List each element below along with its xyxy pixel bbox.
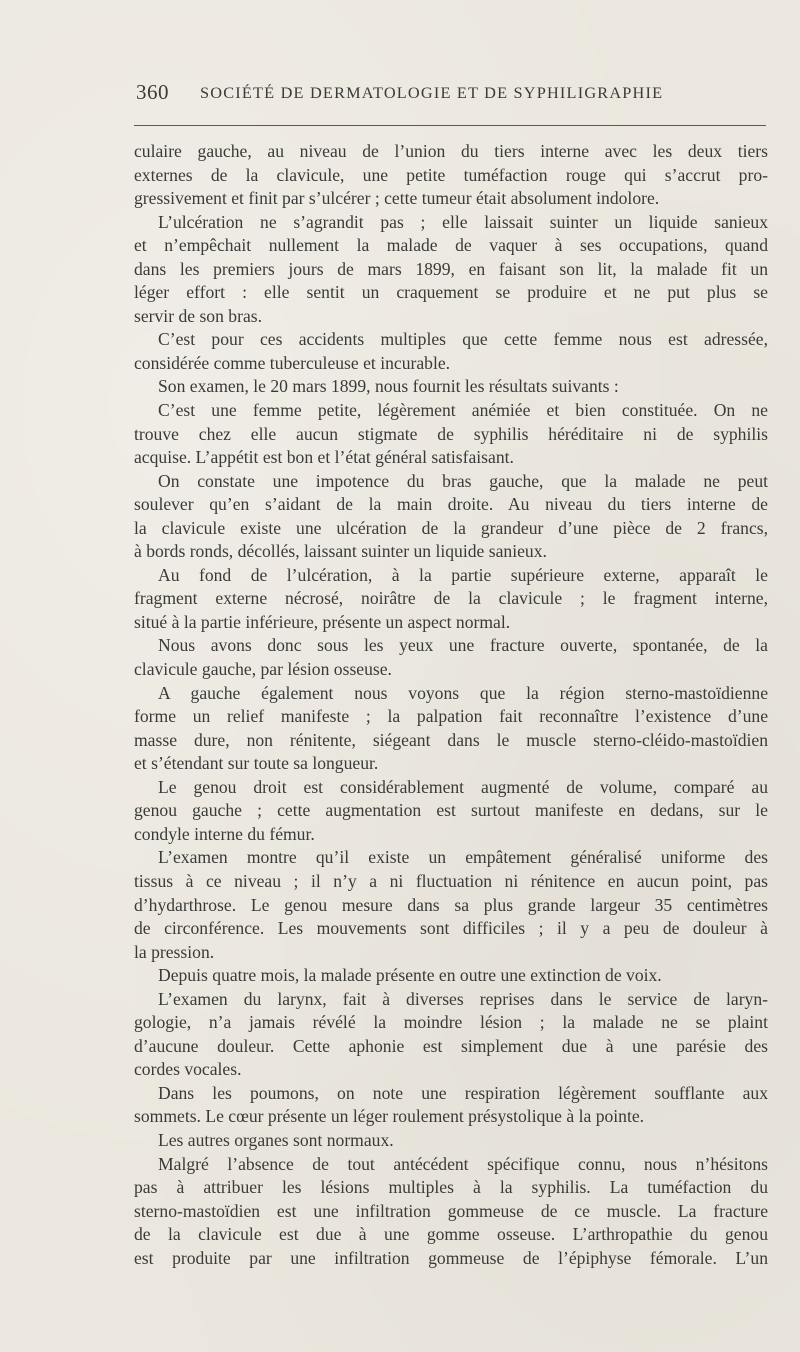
- body-text: [134, 140, 768, 1270]
- running-head: SOCIÉTÉ DE DERMATOLOGIE ET DE SYPHILIGRAPHIE: [200, 83, 664, 102]
- text-line: Son examen, le 20 mars 1899, nous fournit les résultats suivants :: [158, 376, 619, 397]
- text-line: sommets. Le cœur présente un léger roulement présystolique à la pointe.: [134, 1106, 645, 1127]
- text-line: considérée comme tuberculeuse et incurable.: [134, 352, 451, 373]
- text-line: culaire gauche, au niveau de l’union du tiers interne avec les deux tiers: [134, 141, 768, 161]
- text-line: à bords ronds, décollés, laissant suinter un liquide sanieux.: [134, 541, 547, 562]
- text-line: pas à attribuer les lésions multiples à la syphilis. La tuméfaction du: [134, 1177, 768, 1198]
- text-line: Les autres organes sont normaux.: [158, 1129, 394, 1150]
- text-line: On constate une impotence du bras gauche, que la malade ne peut: [158, 470, 768, 491]
- text-line: est produite par une infiltration gommeuse de l’épiphyse fémorale. L’un: [134, 1247, 768, 1268]
- text-line: genou gauche ; cette augmentation est surtout manifeste en dedans, sur le: [134, 800, 768, 821]
- text-line: Nous avons donc sous les yeux une fracture ouverte, spontanée, de la: [158, 635, 768, 656]
- text-line: la pression.: [134, 941, 215, 962]
- text-line: sterno-mastoïdien est une infiltration gommeuse de ce muscle. La fracture: [134, 1200, 768, 1221]
- text-line: d’hydarthrose. Le genou mesure dans sa plus grande largeur 35 centimètres: [134, 894, 768, 915]
- text-line: externes de la clavicule, une petite tuméfaction rouge qui s’accrut pro-: [134, 164, 768, 185]
- text-line: forme un relief manifeste ; la palpation fait reconnaître l’existence d’une: [134, 706, 768, 727]
- text-line: cordes vocales.: [134, 1059, 242, 1080]
- text-line: situé à la partie inférieure, présente un aspect normal.: [134, 611, 511, 632]
- text-line: clavicule gauche, par lésion osseuse.: [134, 659, 392, 680]
- text-line: d’aucune douleur. Cette aphonie est simplement due à une parésie des: [134, 1035, 768, 1056]
- text-line: la clavicule existe une ulcération de la grandeur d’une pièce de 2 francs,: [134, 517, 768, 538]
- text-line: L’ulcération ne s’agrandit pas ; elle laissait suinter un liquide sanieux: [158, 211, 768, 232]
- text-line: acquise. L’appétit est bon et l’état général satisfaisant.: [134, 447, 514, 468]
- text-line: L’examen du larynx, fait à diverses reprises dans le service de laryn-: [158, 988, 768, 1009]
- text-line: de la clavicule est due à une gomme osseuse. L’arthropathie du genou: [134, 1224, 768, 1245]
- text-line: Malgré l’absence de tout antécédent spécifique connu, nous n’hésitons: [158, 1153, 768, 1174]
- text-line: de circonférence. Les mouvements sont difficiles ; il y a peu de douleur à: [134, 918, 768, 939]
- text-line: masse dure, non rénitente, siégeant dans le muscle sterno-cléido-mastoïdien: [134, 729, 768, 750]
- text-line: gressivement et finit par s’ulcérer ; cette tumeur était absolument indolore.: [134, 188, 660, 209]
- text-line: Au fond de l’ulcération, à la partie supérieure externe, apparaît le: [158, 564, 768, 585]
- text-line: C’est une femme petite, légèrement anémiée et bien constituée. On ne: [158, 400, 768, 421]
- text-line: et s’étendant sur toute sa longueur.: [134, 753, 379, 774]
- text-line: soulever qu’en s’aidant de la main droite. Au niveau du tiers interne de: [134, 494, 768, 515]
- text-line: dans les premiers jours de mars 1899, en faisant son lit, la malade fit un: [134, 258, 768, 279]
- text-line: fragment externe nécrosé, noirâtre de la clavicule ; le fragment interne,: [134, 588, 768, 609]
- text-line: A gauche également nous voyons que la région sterno-mastoïdienne: [158, 682, 768, 703]
- text-line: gologie, n’a jamais révélé la moindre lésion ; la malade ne se plaint: [134, 1012, 768, 1033]
- page-header: [136, 80, 766, 110]
- text-line: Le genou droit est considérablement augmenté de volume, comparé au: [158, 776, 768, 797]
- text-line: servir de son bras.: [134, 305, 263, 326]
- text-line: condyle interne du fémur.: [134, 823, 315, 844]
- text-line: C’est pour ces accidents multiples que cette femme nous est adressée,: [158, 329, 768, 350]
- text-line: et n’empêchait nullement la malade de vaquer à ses occupations, quand: [134, 235, 768, 256]
- text-line: tissus à ce niveau ; il n’y a ni fluctuation ni rénitence en aucun point, pas: [134, 870, 768, 891]
- text-line: léger effort : elle sentit un craquement se produire et ne put plus se: [134, 282, 768, 303]
- text-line: Dans les poumons, on note une respiration légèrement soufflante aux: [158, 1082, 768, 1103]
- text-line: L’examen montre qu’il existe un empâtement généralisé uniforme des: [158, 847, 768, 868]
- text-line: trouve chez elle aucun stigmate de syphilis héréditaire ni de syphilis: [134, 423, 768, 444]
- page-number: 360: [136, 80, 169, 104]
- header-rule: [134, 125, 766, 126]
- text-line: Depuis quatre mois, la malade présente en outre une extinction de voix.: [158, 965, 662, 986]
